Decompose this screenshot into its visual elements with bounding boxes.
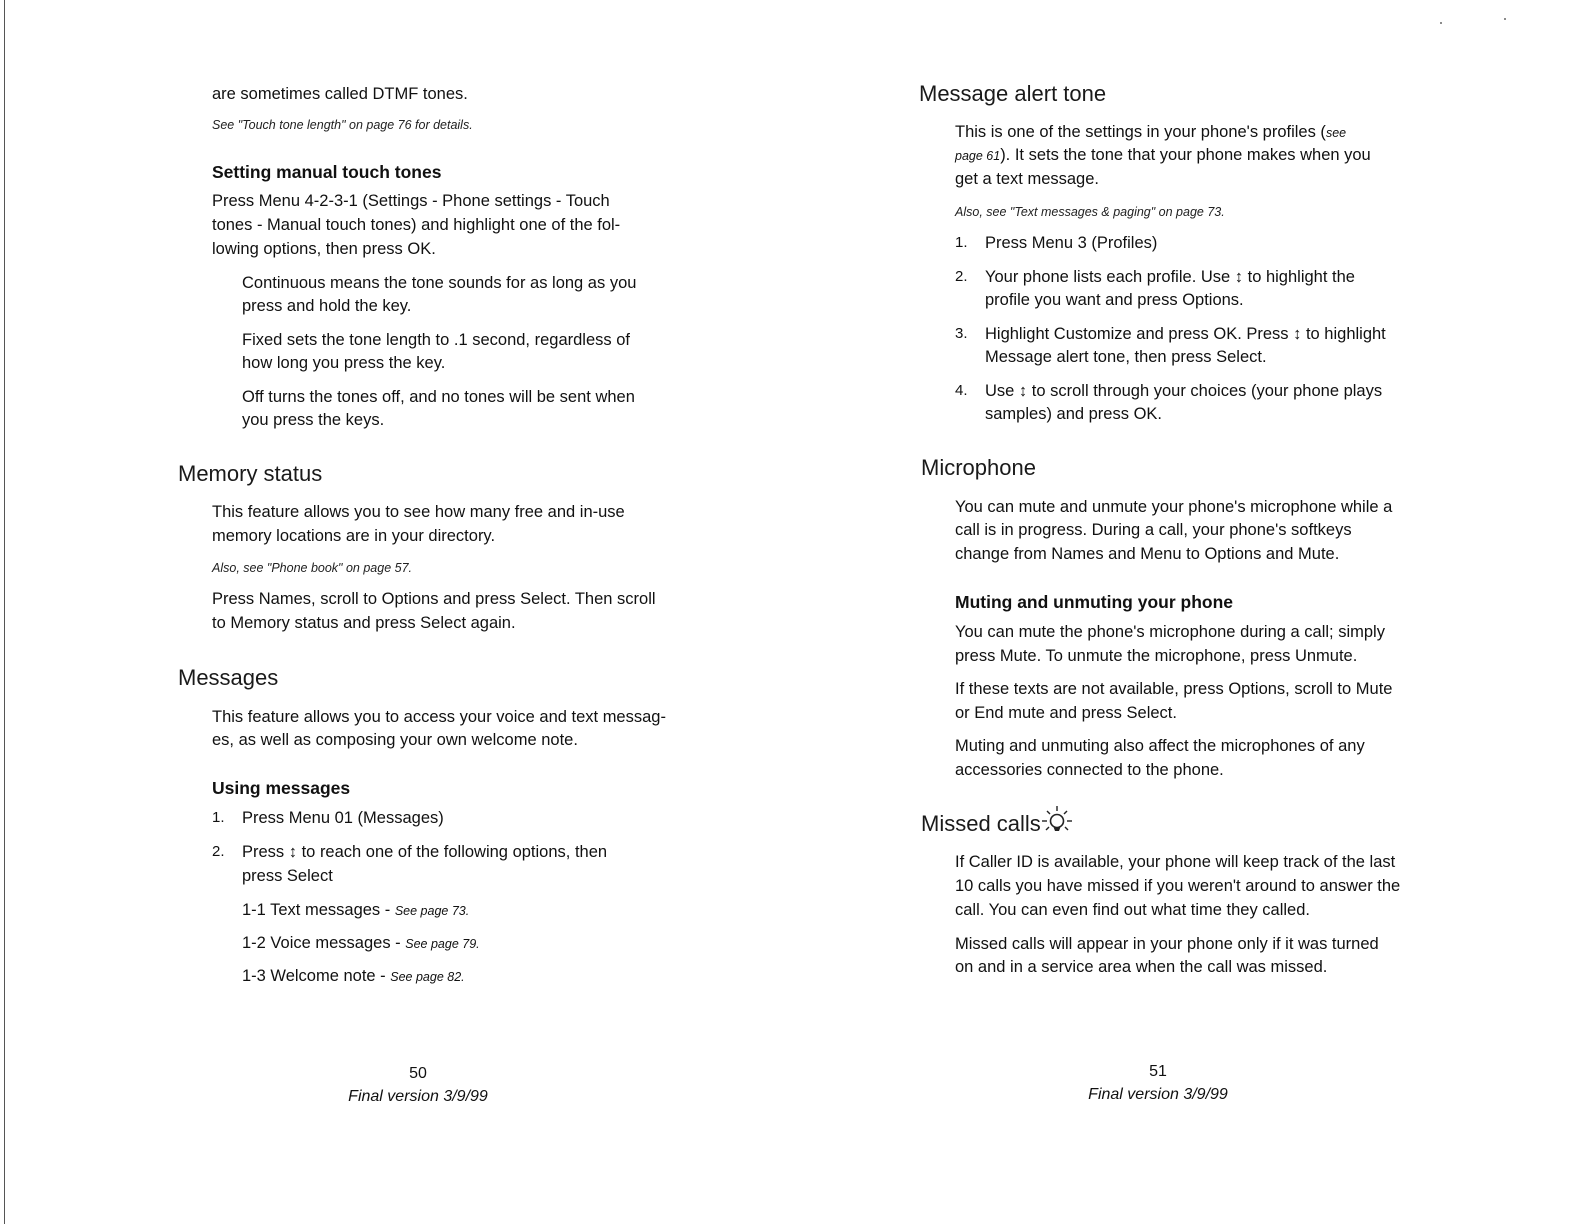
message-alert-body-2: page 61). It sets the tone that your phone makes when you — [955, 146, 1371, 164]
step-number: 1. — [212, 809, 225, 826]
intro-note: See "Touch tone length" on page 76 for details. — [212, 118, 473, 132]
muting-para-1-line-1: You can mute the phone's microphone during a call; simply — [955, 623, 1385, 641]
using-messages-heading: Using messages — [212, 778, 351, 798]
message-alert-body-3: get a text message. — [955, 170, 1099, 188]
sub-option-welcome-note: 1-3 Welcome note - See page 82. — [242, 967, 465, 985]
muting-para-2-line-2: or End mute and press Select. — [955, 704, 1177, 722]
missed-para-2-line-1: Missed calls will appear in your phone only if it was turned — [955, 935, 1379, 953]
microphone-body-2: call is in progress. During a call, your phone's softkeys — [955, 521, 1352, 539]
messages-body-1: This feature allows you to access your voice and text messag- — [212, 708, 666, 726]
memory-status-heading: Memory status — [178, 461, 323, 486]
option-fixed-line-2: how long you press the key. — [242, 354, 446, 372]
step-number: 2. — [212, 843, 225, 860]
microphone-body-3: change from Names and Menu to Options and Mute. — [955, 545, 1340, 563]
missed-para-2-line-2: on and in a service area when the call was missed. — [955, 958, 1328, 976]
missed-calls-heading: Missed calls — [921, 811, 1041, 836]
memory-status-body-2: memory locations are in your directory. — [212, 527, 496, 545]
memory-status-instruction-2: to Memory status and press Select again. — [212, 614, 516, 632]
alert-step-4-line-2: samples) and press OK. — [985, 405, 1162, 423]
option-continuous-line-2: press and hold the key. — [242, 297, 412, 315]
intro-line: are sometimes called DTMF tones. — [212, 85, 468, 103]
message-alert-body-1: This is one of the settings in your phone's profiles (see — [955, 123, 1347, 141]
manual-tones-heading: Setting manual touch tones — [212, 162, 442, 182]
memory-status-note: Also, see "Phone book" on page 57. — [212, 561, 412, 575]
message-alert-note: Also, see "Text messages & paging" on page 73. — [955, 205, 1225, 219]
sub-option-text-messages: 1-1 Text messages - See page 73. — [242, 901, 470, 919]
option-off-line-2: you press the keys. — [242, 411, 385, 429]
alert-step-2-line-1: Your phone lists each profile. Use ↕ to highlight the — [985, 268, 1355, 286]
page-number: 51 — [1149, 1063, 1167, 1080]
alert-step-1-line: Press Menu 3 (Profiles) — [985, 234, 1158, 252]
missed-para-1-line-2: 10 calls you have missed if you weren't around to answer the — [955, 877, 1401, 895]
version-label: Final version 3/9/99 — [1088, 1086, 1228, 1103]
missed-para-1-line-1: If Caller ID is available, your phone will keep track of the last — [955, 853, 1396, 871]
manual-tones-line-1: Press Menu 4-2-3-1 (Settings - Phone settings - Touch — [212, 192, 610, 210]
step-2-line-2: press Select — [242, 867, 333, 885]
step-number: 2. — [955, 268, 968, 285]
memory-status-body-1: This feature allows you to see how many free and in-use — [212, 503, 625, 521]
alert-step-3-line-2: Message alert tone, then press Select. — [985, 348, 1267, 366]
manual-tones-line-3: lowing options, then press OK. — [212, 240, 436, 258]
step-number: 3. — [955, 325, 968, 342]
page-number: 50 — [409, 1065, 427, 1082]
footer-left — [288, 1062, 548, 1108]
sub-option-voice-messages: 1-2 Voice messages - See page 79. — [242, 934, 480, 952]
messages-heading: Messages — [178, 665, 279, 690]
alert-step-2-line-2: profile you want and press Options. — [985, 291, 1244, 309]
scan-speck — [1504, 18, 1506, 20]
missed-para-1-line-3: call. You can even find out what time they called. — [955, 901, 1310, 919]
scan-speck — [1440, 22, 1442, 24]
page-51 — [792, 0, 1584, 1224]
memory-status-instruction-1: Press Names, scroll to Options and press Select. Then scroll — [212, 590, 656, 608]
muting-para-1-line-2: press Mute. To unmute the microphone, press Unmute. — [955, 647, 1358, 665]
version-label: Final version 3/9/99 — [348, 1088, 488, 1105]
step-number: 4. — [955, 382, 968, 399]
muting-para-3-line-1: Muting and unmuting also affect the microphones of any — [955, 737, 1365, 755]
step-number: 1. — [955, 234, 968, 251]
alert-step-4-line-1: Use ↕ to scroll through your choices (your phone plays — [985, 382, 1383, 400]
alert-step-3-line-1: Highlight Customize and press OK. Press ↕ to highlight — [985, 325, 1386, 343]
option-fixed-line-1: Fixed sets the tone length to .1 second, regardless of — [242, 331, 630, 349]
step-2-line-1: Press ↕ to reach one of the following options, then — [242, 843, 608, 861]
messages-body-2: es, as well as composing your own welcome note. — [212, 731, 578, 749]
step-1-line: Press Menu 01 (Messages) — [242, 809, 444, 827]
muting-heading: Muting and unmuting your phone — [955, 592, 1234, 612]
footer-right — [1028, 1060, 1288, 1106]
lightbulb-icon — [1040, 803, 1074, 837]
option-off-line-1: Off turns the tones off, and no tones will be sent when — [242, 388, 635, 406]
message-alert-heading: Message alert tone — [919, 81, 1107, 106]
manual-tones-line-2: tones - Manual touch tones) and highlight one of the fol- — [212, 216, 621, 234]
microphone-body-1: You can mute and unmute your phone's microphone while a — [955, 498, 1393, 516]
muting-para-2-line-1: If these texts are not available, press Options, scroll to Mute — [955, 680, 1393, 698]
microphone-heading: Microphone — [921, 455, 1036, 480]
option-continuous-line-1: Continuous means the tone sounds for as long as you — [242, 274, 637, 292]
muting-para-3-line-2: accessories connected to the phone. — [955, 761, 1224, 779]
